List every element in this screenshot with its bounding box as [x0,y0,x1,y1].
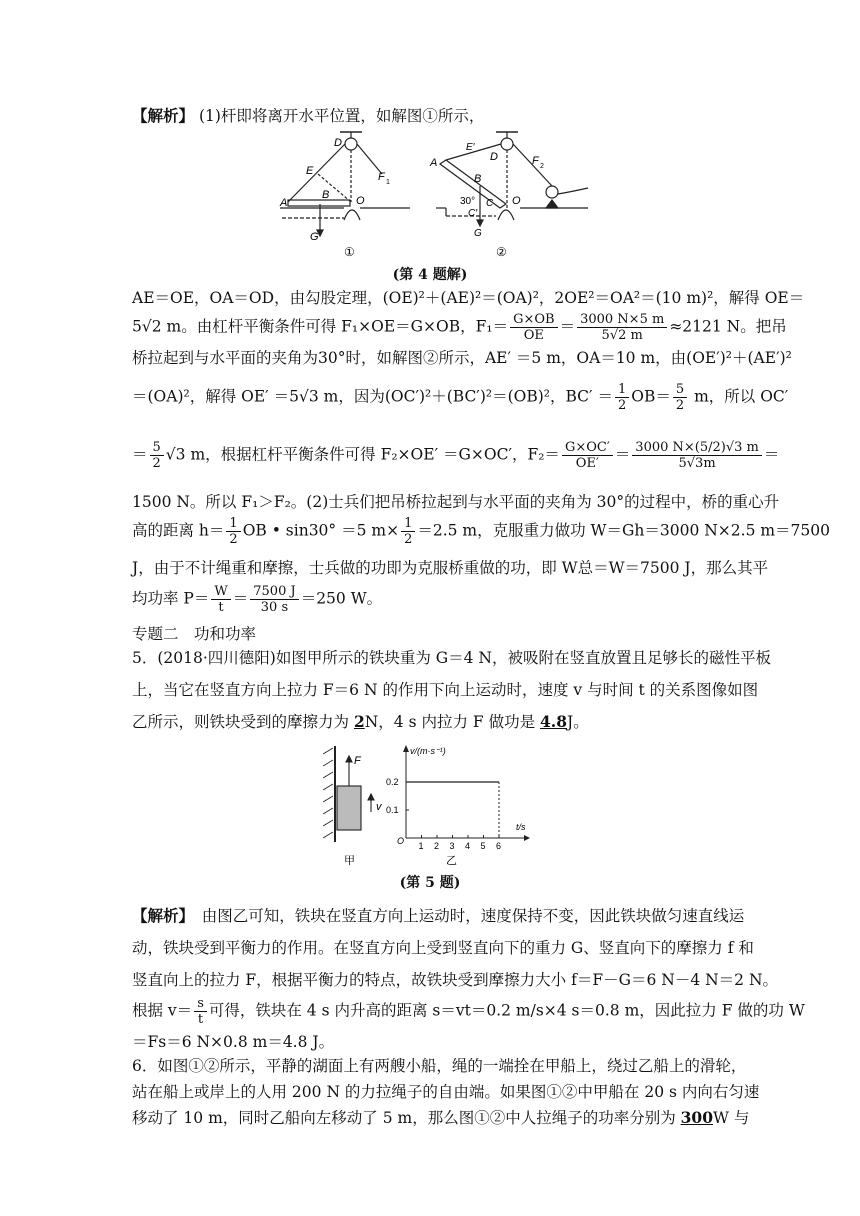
figure-4-diagrams [270,124,590,260]
q5-line-3 [132,712,589,732]
numerator: s [194,996,207,1012]
x-tick-label: 3 [449,841,455,851]
fig4-label: E′ [466,142,475,153]
fig4-label: F [532,155,539,167]
denominator: 2 [152,456,161,471]
sol4-line-3: 桥拉起到与水平面的夹角为30°时，如解图②所示，AE′ ＝5 m，OA＝10 m，由(OE′)²＋(AE′)² [132,349,792,367]
sol4-line-2: 5√2 m。由杠杆平衡条件可得 F₁×OE＝G×OB，F₁＝ $\frac{G\times OB}{OE}$ ＝ $\frac{3000 N\times 5 m}{5√2 m}$ ≈2121 N。把吊 [132,312,787,343]
fraction [510,312,558,343]
sol4-text: OB＝ [631,387,671,406]
fig4-label: 2 [540,163,544,170]
y-axis-label: v/(m·s⁻¹) [410,746,446,756]
denominator: t [218,600,224,615]
fig4-label: C [486,198,494,209]
denominator: 2 [404,532,413,547]
denominator: 5√3m [678,456,716,471]
fig4-label: 30° [460,196,476,207]
denominator: 2 [675,398,685,413]
y-tick-label: 0.2 [386,777,399,787]
q5-text: N，4 s 内拉力 F 做功是 [364,713,541,731]
sol5-line-4 [132,996,805,1027]
q6-text: W 与 [712,1109,750,1127]
fig4-label: D [490,151,498,163]
diagram-2 [436,132,588,226]
fraction [250,584,298,615]
velocity-time-chart [386,745,530,851]
sol5-text: 由图乙可知，铁块在竖直方向上运动时，速度保持不变，因此铁块做匀速直线运 [186,907,745,925]
q6-text: 移动了 10 m，同时乙船向左移动了 5 m，那么图①②中人拉绳子的功率分别为 [132,1109,681,1127]
fig4-label: O [512,195,521,207]
fraction [226,516,240,547]
figure-5 [318,740,538,870]
x-axis-label: t/s [516,822,526,832]
answer-blank: 2 [353,712,365,731]
fig4-label: O [356,195,365,207]
fig4-label: D [334,137,342,149]
answer-blank: 4.8 [540,712,567,731]
sol4-line-9 [132,584,382,615]
fig4-label: B [474,173,482,185]
sol4-text: ＝ [132,445,148,464]
sol4-text: ＝250 W。 [300,589,383,608]
fig4-label: G [474,228,482,239]
fraction [577,312,667,343]
fig4-label: ② [496,245,507,259]
numerator: G×OB [510,312,558,328]
fraction [673,382,687,413]
force-label: F [354,755,361,767]
denominator: 30 s [260,600,289,615]
fraction [150,440,164,471]
numerator: 5 [673,382,687,398]
numerator: 1 [226,516,240,532]
sol4-text: 5√2 m。由杠杆平衡条件可得 F₁×OE＝G×OB，F₁＝ [132,317,509,336]
sol5-line-3: 竖直向上的拉力 F，根据平衡力的特点，故铁块受到摩擦力大小 f＝F－G＝6 N－4 N＝2 N。 [132,971,779,989]
numerator: 1 [401,516,415,532]
fig4-label: ① [344,245,355,259]
sol4-line-5 [132,440,779,471]
x-tick-label: 4 [465,841,471,851]
answer-blank: 300 [680,1108,713,1127]
sol4-line-8: J，由于不计绳重和摩擦，士兵做的功即为克服桥重做的功，即 W总＝W＝7500 J，那么其平 [132,559,769,577]
numerator: 5 [150,440,164,456]
sol5-text: 可得，铁块在 4 s 内升高的距离 s＝vt＝0.2 m/s×4 s＝0.8 m，因此拉力 F 做的功 W [208,1001,805,1020]
solution-header [132,106,484,126]
sol4-text: ＝ [232,589,249,608]
fig4-label: F [378,171,385,183]
caption-yi: 乙 [446,855,457,867]
q5-text: 乙所示，则铁块受到的摩擦力为 [132,713,354,731]
header-text: (1)杆即将离开水平位置，如解图①所示， [198,107,485,125]
velocity-label: v [376,801,382,813]
fig4-label: A [430,157,438,169]
sol4-line-4 [132,382,788,413]
caption-jia: 甲 [344,855,355,867]
sol4-text: √3 m，根据杠杆平衡条件可得 F₂×OE′ ＝G×OC′，F₂＝ [165,445,560,464]
sol5-line-2: 动，铁块受到平衡力的作用。在竖直方向上受到竖直向下的重力 G、竖直向下的摩擦力 f 和 [132,939,754,957]
x-tick-label: 5 [480,841,486,851]
fig4-label: C′ [468,208,478,219]
sol4-text: ＝2.5 m，克服重力做功 W＝Gh＝3000 N×2.5 m＝7500 [417,521,831,540]
denominator: OE [523,328,544,343]
q6-line-3 [132,1108,749,1128]
fraction [632,440,762,471]
figure-5-caption: (第 5 题) [399,875,461,891]
sol4-text: 均功率 P＝ [132,589,210,608]
fraction [194,996,207,1027]
x-tick-label: 2 [434,841,440,851]
q5-text: J。 [566,713,589,731]
denominator: t [197,1012,204,1027]
numerator: 1 [615,382,629,398]
fraction [401,516,415,547]
denominator: 5√2 m [601,328,643,343]
diagram-jia [323,746,374,842]
sol4-line-1: AE＝OE，OA＝OD，由勾股定理，(OE)²＋(AE)²＝(OA)²，2OE²＝OA²＝(10 m)²，解得 OE＝ [132,289,805,307]
q5-line-2: 上，当它在竖直方向上拉力 F＝6 N 的作用下向上运动时，速度 v 与时间 t 的关系图像如图 [132,681,759,699]
y-axis-arrow [403,745,409,752]
numerator: 7500 J [250,584,298,600]
origin-label: O [397,836,405,846]
fig4-label: A [280,197,288,209]
sol4-line-6: 1500 N。所以 F₁＞F₂。(2)士兵们把吊桥拉起到与水平面的夹角为 30°的过程中，桥的重心升 [132,493,780,511]
fig4-label: G [310,231,319,243]
sol4-text: ＝ [614,445,631,464]
fig4-label: 1 [386,179,390,186]
x-tick-label: 6 [496,841,502,851]
fraction [615,382,629,413]
sol4-line-7 [132,516,830,547]
sol5-text: 根据 v＝ [132,1001,193,1020]
sol4-text: OB • sin30° ＝5 m× [242,521,400,540]
sol4-text: ＝(OA)²，解得 OE′ ＝5√3 m，因为(OC′)²＋(BC′)²＝(OB)²，BC′ ＝ [132,387,613,406]
numerator: W [211,584,230,600]
x-tick-label: 1 [418,841,424,851]
sol4-text: 高的距离 h＝ [132,521,225,540]
analysis-tag: 【解析】 [132,106,195,125]
fraction [211,584,230,615]
topic-heading: 专题二 功和功率 [132,625,257,643]
sol4-text: ≈2121 N。把吊 [669,317,787,336]
sol4-text: ＝ [763,445,780,464]
denominator: 2 [229,532,238,547]
q5-line-1: 5．(2018·四川德阳)如图甲所示的铁块重为 G＝4 N，被吸附在竖直放置且足够长的磁性平板 [132,649,771,667]
q6-line-2: 站在船上或岸上的人用 200 N 的力拉绳子的自由端。如果图①②中甲船在 20 s 内向右匀速 [132,1083,760,1101]
sol4-text: m，所以 OC′ [689,387,789,406]
denominator: 2 [617,398,627,413]
sol5-line-1 [132,906,744,926]
numerator: 3000 N×5 m [577,312,667,328]
diagram-1 [280,132,410,236]
fig4-label: E [306,165,314,177]
numerator: G×OC′ [562,440,613,456]
q6-line-1: 6．如图①②所示，平静的湖面上有两艘小船，绳的一端拴在甲船上，绕过乙船上的滑轮， [132,1057,747,1075]
sol5-line-5: ＝Fs＝6 N×0.8 m＝4.8 J。 [132,1033,335,1051]
analysis-tag: 【解析】 [132,906,187,925]
y-tick-label: 0.1 [386,805,399,815]
x-axis-arrow [524,835,530,841]
fraction [562,440,613,471]
numerator: 3000 N×(5/2)√3 m [632,440,762,456]
denominator: OE′ [575,456,599,471]
fig4-label: B [322,189,330,201]
figure-4-caption: (第 4 题解) [392,267,468,283]
